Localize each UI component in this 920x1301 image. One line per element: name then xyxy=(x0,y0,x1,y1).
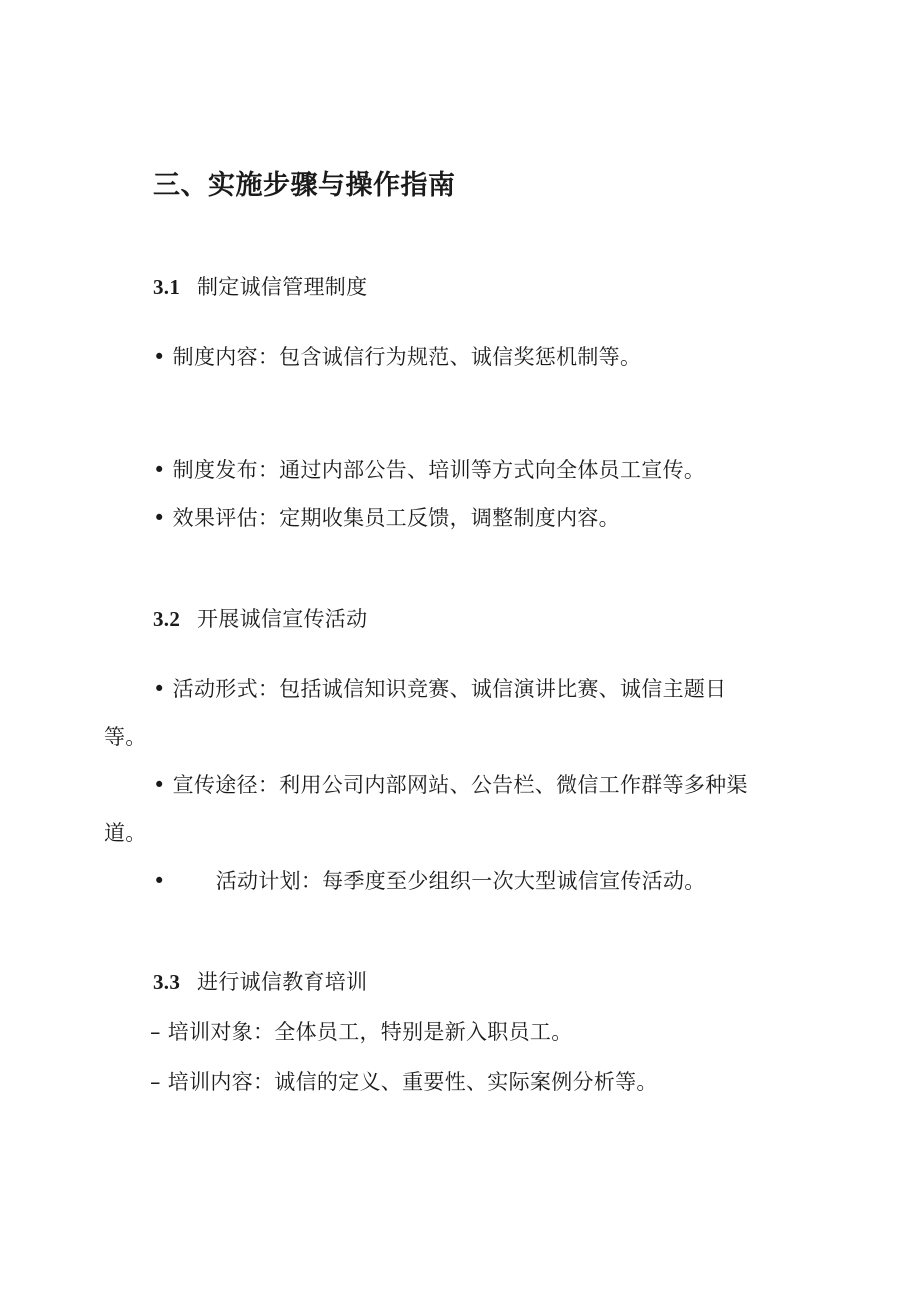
section-title: 制定诚信管理制度 xyxy=(197,275,368,299)
list-item-text: 活动形式：包括诚信知识竞赛、诚信演讲比赛、诚信主题日 xyxy=(172,677,727,701)
list-item-text: 制度内容：包含诚信行为规范、诚信奖惩机制等。 xyxy=(172,345,642,369)
list-item-text: 宣传途径：利用公司内部网站、公告栏、微信工作群等多种渠 xyxy=(172,773,748,797)
list-item xyxy=(153,343,641,371)
list-item xyxy=(150,1018,573,1046)
list-item-text: 制度发布：通过内部公告、培训等方式向全体员工宣传。 xyxy=(172,458,706,482)
section-number: 3.3 xyxy=(153,970,181,994)
list-item-text: 活动计划：每季度至少组织一次大型诚信宣传活动。 xyxy=(215,869,706,893)
list-item-continuation: 道。 xyxy=(104,821,147,845)
list-item xyxy=(153,456,705,484)
list-item xyxy=(153,504,620,532)
list-item xyxy=(153,771,748,799)
page-title: 三、实施步骤与操作指南 xyxy=(153,170,456,201)
section-heading-3-3 xyxy=(153,968,367,996)
dash-icon: – xyxy=(150,1020,161,1044)
bullet-icon: • xyxy=(153,345,166,369)
dash-icon: – xyxy=(150,1070,161,1094)
list-item-text: 培训内容：诚信的定义、重要性、实际案例分析等。 xyxy=(167,1070,658,1094)
bullet-icon: • xyxy=(153,773,166,797)
section-heading-3-1 xyxy=(153,273,367,301)
section-title: 开展诚信宣传活动 xyxy=(197,607,368,631)
list-item-text: 培训对象：全体员工，特别是新入职员工。 xyxy=(167,1020,573,1044)
section-title: 进行诚信教育培训 xyxy=(197,970,368,994)
list-item-continuation: 等。 xyxy=(104,725,147,749)
bullet-icon: • xyxy=(153,506,166,530)
section-number: 3.2 xyxy=(153,607,181,631)
list-item xyxy=(153,675,726,703)
bullet-icon: • xyxy=(153,677,166,701)
section-number: 3.1 xyxy=(153,275,181,299)
section-heading-3-2 xyxy=(153,605,367,633)
list-item xyxy=(153,867,706,895)
list-item xyxy=(150,1068,658,1096)
list-item-text: 效果评估：定期收集员工反馈，调整制度内容。 xyxy=(172,506,620,530)
bullet-icon: • xyxy=(153,869,166,893)
bullet-icon: • xyxy=(153,458,166,482)
